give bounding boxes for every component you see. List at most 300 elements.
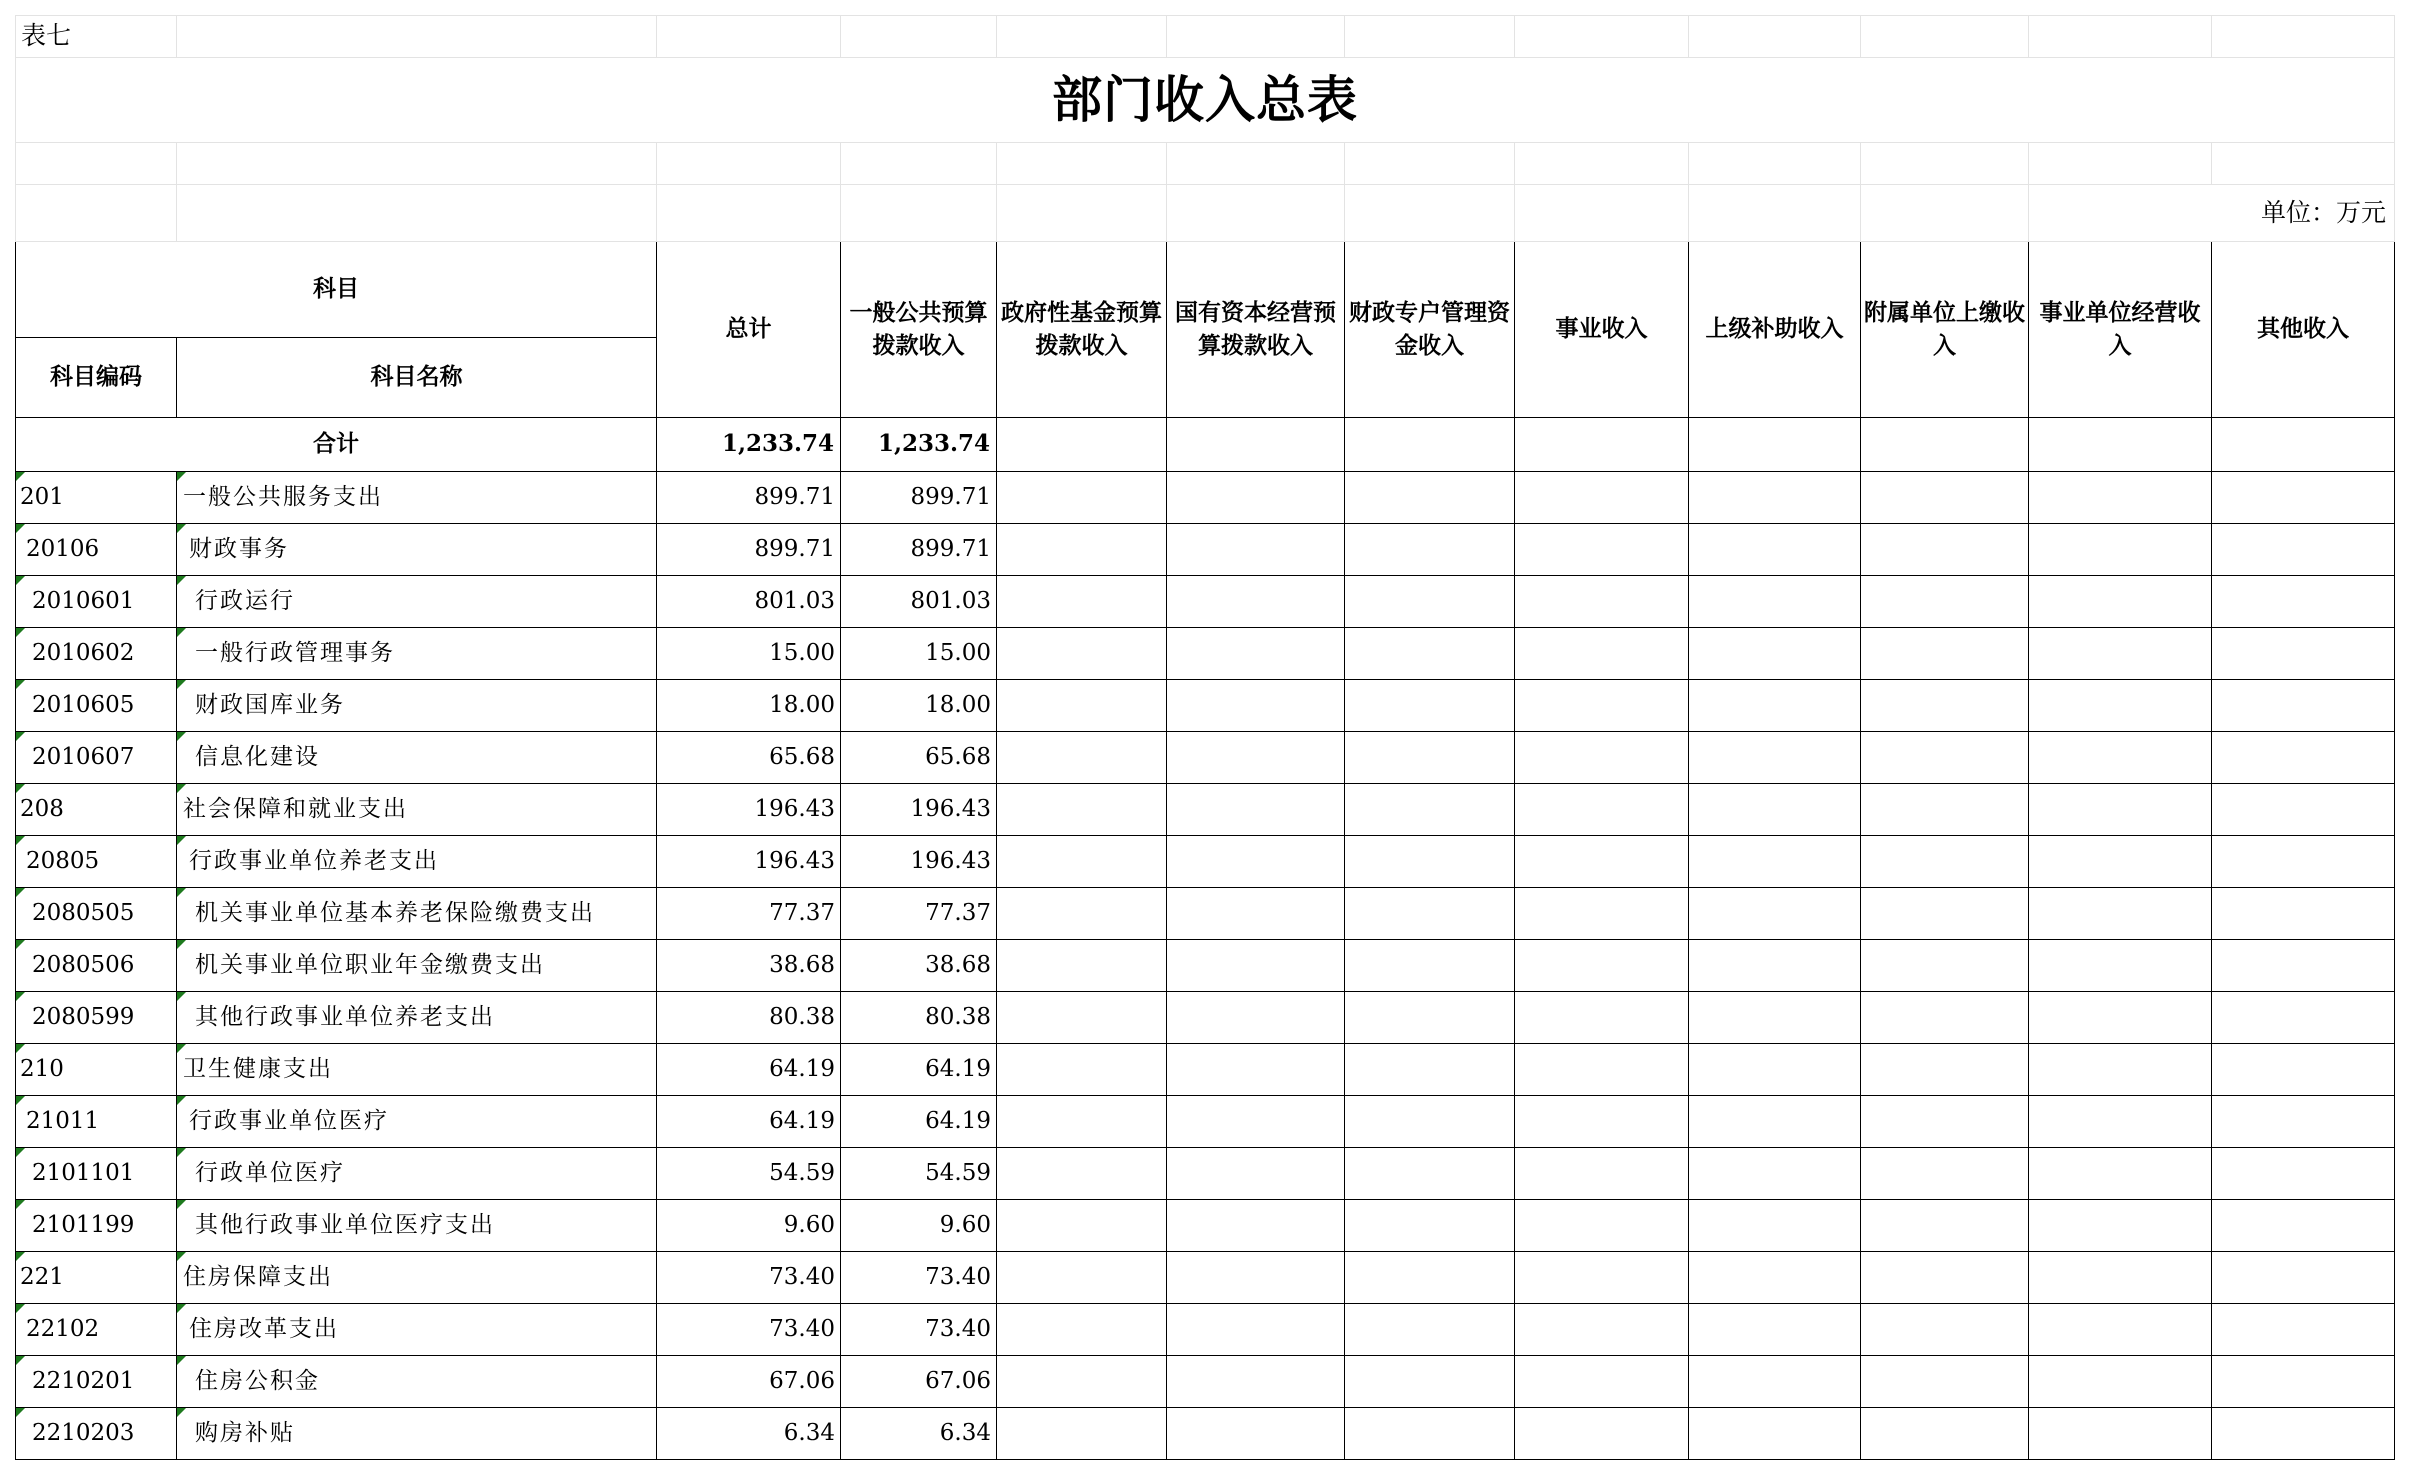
header-general-budget[interactable]: 一般公共预算拨款收入 <box>841 242 997 418</box>
sheet-cell[interactable] <box>1345 16 1515 58</box>
total-cell[interactable]: 73.40 <box>657 1252 841 1304</box>
subject-name-cell[interactable]: 财政事务 <box>177 524 657 576</box>
empty-cell[interactable] <box>1167 940 1345 992</box>
empty-cell[interactable] <box>1167 732 1345 784</box>
empty-cell[interactable] <box>2029 784 2212 836</box>
subject-code-cell[interactable]: 2010601 <box>16 576 177 628</box>
sheet-cell[interactable] <box>997 418 1167 472</box>
empty-cell[interactable] <box>2029 680 2212 732</box>
empty-cell[interactable] <box>1345 1044 1515 1096</box>
header-other-income[interactable]: 其他收入 <box>2212 242 2395 418</box>
empty-cell[interactable] <box>1689 940 1861 992</box>
header-affiliated-unit[interactable]: 附属单位上缴收入 <box>1861 242 2029 418</box>
total-cell[interactable]: 64.19 <box>657 1044 841 1096</box>
sheet-label-cell[interactable]: 表七 <box>16 16 177 58</box>
empty-cell[interactable] <box>1515 472 1689 524</box>
empty-cell[interactable] <box>1167 1408 1345 1460</box>
empty-cell[interactable] <box>997 1408 1167 1460</box>
total-row-label[interactable]: 合计 <box>16 418 657 472</box>
empty-cell[interactable] <box>997 1304 1167 1356</box>
sheet-cell[interactable] <box>1689 16 1861 58</box>
general-budget-cell[interactable]: 15.00 <box>841 628 997 680</box>
sheet-cell[interactable] <box>997 16 1167 58</box>
subject-name-cell[interactable]: 行政运行 <box>177 576 657 628</box>
empty-cell[interactable] <box>1861 1356 2029 1408</box>
page-title[interactable]: 部门收入总表 <box>16 58 2395 143</box>
table-row <box>16 1200 2395 1252</box>
general-budget-cell[interactable]: 73.40 <box>841 1252 997 1304</box>
sheet-cell[interactable] <box>16 185 177 242</box>
subject-code-cell[interactable]: 2080506 <box>16 940 177 992</box>
general-budget-cell[interactable]: 899.71 <box>841 524 997 576</box>
sheet-cell[interactable] <box>1345 143 1515 185</box>
table-row <box>16 680 2395 732</box>
header-subject-code[interactable]: 科目编码 <box>16 338 177 418</box>
empty-cell[interactable] <box>1861 1148 2029 1200</box>
table-row <box>16 888 2395 940</box>
sheet-cell[interactable] <box>841 143 997 185</box>
subject-code-cell[interactable]: 2210203 <box>16 1408 177 1460</box>
empty-cell[interactable] <box>2212 1408 2395 1460</box>
subject-name-cell[interactable]: 行政事业单位医疗 <box>177 1096 657 1148</box>
unit-label[interactable]: 单位：万元 <box>2029 185 2395 242</box>
subject-name-cell[interactable]: 其他行政事业单位医疗支出 <box>177 1200 657 1252</box>
empty-cell[interactable] <box>1861 992 2029 1044</box>
header-gov-fund[interactable]: 政府性基金预算拨款收入 <box>997 242 1167 418</box>
header-fiscal-special[interactable]: 财政专户管理资金收入 <box>1345 242 1515 418</box>
empty-cell[interactable] <box>2212 784 2395 836</box>
empty-cell[interactable] <box>1861 472 2029 524</box>
empty-cell[interactable] <box>2212 1148 2395 1200</box>
empty-cell[interactable] <box>997 576 1167 628</box>
general-budget-cell[interactable]: 6.34 <box>841 1408 997 1460</box>
sheet-cell[interactable] <box>841 185 997 242</box>
general-budget-cell[interactable]: 54.59 <box>841 1148 997 1200</box>
empty-cell[interactable] <box>1345 576 1515 628</box>
subject-code-cell[interactable]: 20106 <box>16 524 177 576</box>
empty-cell[interactable] <box>2029 732 2212 784</box>
empty-cell[interactable] <box>1689 472 1861 524</box>
empty-cell[interactable] <box>1345 784 1515 836</box>
total-cell[interactable]: 73.40 <box>657 1304 841 1356</box>
empty-cell[interactable] <box>1689 1252 1861 1304</box>
empty-cell[interactable] <box>1167 1096 1345 1148</box>
empty-cell[interactable] <box>1861 836 2029 888</box>
subject-code-cell[interactable]: 2101199 <box>16 1200 177 1252</box>
subject-name-cell[interactable]: 信息化建设 <box>177 732 657 784</box>
empty-cell[interactable] <box>1689 784 1861 836</box>
empty-cell[interactable] <box>1515 888 1689 940</box>
empty-cell[interactable] <box>997 628 1167 680</box>
sheet-cell[interactable] <box>657 185 841 242</box>
sheet-cell[interactable] <box>1515 418 1689 472</box>
sheet-cell[interactable] <box>841 16 997 58</box>
sheet-cell[interactable] <box>16 143 177 185</box>
empty-cell[interactable] <box>1345 1408 1515 1460</box>
total-row-total[interactable]: 1,233.74 <box>657 418 841 472</box>
empty-cell[interactable] <box>1345 732 1515 784</box>
general-budget-cell[interactable]: 196.43 <box>841 784 997 836</box>
header-business-income[interactable]: 事业收入 <box>1515 242 1689 418</box>
sheet-cell[interactable] <box>1345 185 1515 242</box>
sheet-cell[interactable] <box>1167 16 1345 58</box>
empty-cell[interactable] <box>2029 1200 2212 1252</box>
subject-code-cell[interactable]: 2010607 <box>16 732 177 784</box>
header-subject-name[interactable]: 科目名称 <box>177 338 657 418</box>
empty-cell[interactable] <box>2212 524 2395 576</box>
sheet-cell[interactable] <box>1167 143 1345 185</box>
sheet-cell[interactable] <box>1861 418 2029 472</box>
general-budget-cell[interactable]: 64.19 <box>841 1044 997 1096</box>
header-total[interactable]: 总计 <box>657 242 841 418</box>
header-subject[interactable]: 科目 <box>16 242 657 338</box>
header-operating-income[interactable]: 事业单位经营收入 <box>2029 242 2212 418</box>
empty-cell[interactable] <box>1515 628 1689 680</box>
empty-cell[interactable] <box>1345 628 1515 680</box>
empty-cell[interactable] <box>1861 576 2029 628</box>
sheet-cell[interactable] <box>2212 418 2395 472</box>
table-row <box>16 1304 2395 1356</box>
empty-cell[interactable] <box>1689 1096 1861 1148</box>
empty-cell[interactable] <box>1861 680 2029 732</box>
subject-name-cell[interactable]: 其他行政事业单位养老支出 <box>177 992 657 1044</box>
empty-cell[interactable] <box>1345 1356 1515 1408</box>
empty-cell[interactable] <box>2212 1252 2395 1304</box>
empty-cell[interactable] <box>1345 680 1515 732</box>
empty-cell[interactable] <box>2212 888 2395 940</box>
empty-cell[interactable] <box>1167 992 1345 1044</box>
sheet-cell[interactable] <box>997 143 1167 185</box>
empty-cell[interactable] <box>997 1044 1167 1096</box>
total-cell[interactable]: 196.43 <box>657 836 841 888</box>
sheet-cell[interactable] <box>1861 185 2029 242</box>
empty-cell[interactable] <box>997 784 1167 836</box>
empty-cell[interactable] <box>1167 680 1345 732</box>
empty-cell[interactable] <box>1345 1148 1515 1200</box>
empty-cell[interactable] <box>1861 1304 2029 1356</box>
empty-cell[interactable] <box>1345 1200 1515 1252</box>
empty-cell[interactable] <box>1689 628 1861 680</box>
empty-cell[interactable] <box>1689 1356 1861 1408</box>
table-row <box>16 940 2395 992</box>
subject-code-cell[interactable]: 210 <box>16 1044 177 1096</box>
subject-name-cell[interactable]: 行政事业单位养老支出 <box>177 836 657 888</box>
empty-cell[interactable] <box>2029 1252 2212 1304</box>
empty-cell[interactable] <box>997 472 1167 524</box>
sheet-cell[interactable] <box>1689 418 1861 472</box>
empty-cell[interactable] <box>997 992 1167 1044</box>
general-budget-cell[interactable]: 9.60 <box>841 1200 997 1252</box>
total-cell[interactable]: 15.00 <box>657 628 841 680</box>
total-cell[interactable]: 54.59 <box>657 1148 841 1200</box>
empty-cell[interactable] <box>1515 1096 1689 1148</box>
empty-cell[interactable] <box>1515 940 1689 992</box>
empty-cell[interactable] <box>997 1200 1167 1252</box>
empty-cell[interactable] <box>1345 1304 1515 1356</box>
empty-cell[interactable] <box>2212 1096 2395 1148</box>
empty-cell[interactable] <box>2029 1408 2212 1460</box>
empty-cell[interactable] <box>2212 680 2395 732</box>
subject-code-cell[interactable]: 208 <box>16 784 177 836</box>
general-budget-cell[interactable]: 73.40 <box>841 1304 997 1356</box>
total-cell[interactable]: 801.03 <box>657 576 841 628</box>
empty-cell[interactable] <box>1689 1304 1861 1356</box>
empty-cell[interactable] <box>2029 1148 2212 1200</box>
empty-cell[interactable] <box>2029 628 2212 680</box>
subject-code-cell[interactable]: 21011 <box>16 1096 177 1148</box>
sheet-cell[interactable] <box>1167 185 1345 242</box>
total-cell[interactable]: 6.34 <box>657 1408 841 1460</box>
empty-cell[interactable] <box>997 1096 1167 1148</box>
empty-cell[interactable] <box>1689 1200 1861 1252</box>
empty-cell[interactable] <box>1689 1408 1861 1460</box>
sheet-cell[interactable] <box>997 185 1167 242</box>
table-row <box>16 628 2395 680</box>
empty-cell[interactable] <box>1167 1356 1345 1408</box>
empty-cell[interactable] <box>1689 524 1861 576</box>
empty-cell[interactable] <box>1515 1252 1689 1304</box>
subject-name-cell[interactable]: 购房补贴 <box>177 1408 657 1460</box>
general-budget-cell[interactable]: 801.03 <box>841 576 997 628</box>
empty-cell[interactable] <box>1689 992 1861 1044</box>
empty-cell[interactable] <box>2212 1304 2395 1356</box>
empty-cell[interactable] <box>1167 576 1345 628</box>
empty-cell[interactable] <box>1861 1096 2029 1148</box>
subject-code-cell[interactable]: 2080599 <box>16 992 177 1044</box>
empty-cell[interactable] <box>1345 524 1515 576</box>
sheet-cell[interactable] <box>2212 16 2395 58</box>
empty-cell[interactable] <box>2212 732 2395 784</box>
empty-cell[interactable] <box>1345 472 1515 524</box>
empty-cell[interactable] <box>1689 1148 1861 1200</box>
total-cell[interactable]: 77.37 <box>657 888 841 940</box>
empty-cell[interactable] <box>1515 1044 1689 1096</box>
subject-code-cell[interactable]: 2080505 <box>16 888 177 940</box>
empty-cell[interactable] <box>997 1148 1167 1200</box>
subject-name-cell[interactable]: 一般行政管理事务 <box>177 628 657 680</box>
subject-code-cell[interactable]: 2010602 <box>16 628 177 680</box>
general-budget-cell[interactable]: 64.19 <box>841 1096 997 1148</box>
subject-name-cell[interactable]: 行政单位医疗 <box>177 1148 657 1200</box>
empty-cell[interactable] <box>997 836 1167 888</box>
sheet-cell[interactable] <box>1689 143 1861 185</box>
empty-cell[interactable] <box>1861 888 2029 940</box>
table-row <box>16 784 2395 836</box>
empty-cell[interactable] <box>1861 628 2029 680</box>
subject-code-cell[interactable]: 201 <box>16 472 177 524</box>
empty-cell[interactable] <box>1689 836 1861 888</box>
sheet-cell[interactable] <box>177 143 657 185</box>
total-cell[interactable]: 80.38 <box>657 992 841 1044</box>
sheet-cell[interactable] <box>657 16 841 58</box>
subject-name-cell[interactable]: 社会保障和就业支出 <box>177 784 657 836</box>
empty-cell[interactable] <box>1861 732 2029 784</box>
sheet-cell[interactable] <box>1515 185 1689 242</box>
empty-cell[interactable] <box>2029 992 2212 1044</box>
subject-code-cell[interactable]: 2210201 <box>16 1356 177 1408</box>
subject-code-cell[interactable]: 2101101 <box>16 1148 177 1200</box>
total-cell[interactable]: 196.43 <box>657 784 841 836</box>
sheet-cell[interactable] <box>1345 418 1515 472</box>
sheet-cell[interactable] <box>2029 418 2212 472</box>
table-row <box>16 576 2395 628</box>
empty-cell[interactable] <box>1515 784 1689 836</box>
sheet-cell[interactable] <box>177 185 657 242</box>
empty-cell[interactable] <box>1861 1252 2029 1304</box>
empty-cell[interactable] <box>2029 1044 2212 1096</box>
empty-cell[interactable] <box>1345 992 1515 1044</box>
general-budget-cell[interactable]: 899.71 <box>841 472 997 524</box>
general-budget-cell[interactable]: 196.43 <box>841 836 997 888</box>
empty-cell[interactable] <box>1167 472 1345 524</box>
general-budget-cell[interactable]: 65.68 <box>841 732 997 784</box>
general-budget-cell[interactable]: 18.00 <box>841 680 997 732</box>
empty-cell[interactable] <box>2029 1356 2212 1408</box>
empty-cell[interactable] <box>1167 836 1345 888</box>
total-cell[interactable]: 67.06 <box>657 1356 841 1408</box>
sheet-cell[interactable] <box>657 143 841 185</box>
empty-cell[interactable] <box>1167 1304 1345 1356</box>
subject-code-cell[interactable]: 22102 <box>16 1304 177 1356</box>
empty-cell[interactable] <box>1345 940 1515 992</box>
sheet-cell[interactable] <box>2212 143 2395 185</box>
empty-cell[interactable] <box>2212 628 2395 680</box>
total-cell[interactable]: 18.00 <box>657 680 841 732</box>
total-cell[interactable]: 38.68 <box>657 940 841 992</box>
empty-cell[interactable] <box>2029 524 2212 576</box>
sheet-cell[interactable] <box>1515 16 1689 58</box>
total-cell[interactable]: 65.68 <box>657 732 841 784</box>
empty-cell[interactable] <box>1167 1200 1345 1252</box>
empty-cell[interactable] <box>1515 732 1689 784</box>
empty-cell[interactable] <box>1861 1408 2029 1460</box>
empty-cell[interactable] <box>2212 1356 2395 1408</box>
empty-cell[interactable] <box>2029 576 2212 628</box>
table-row <box>16 1148 2395 1200</box>
empty-cell[interactable] <box>1167 1252 1345 1304</box>
sheet-cell[interactable] <box>2029 143 2212 185</box>
empty-cell[interactable] <box>1861 940 2029 992</box>
total-cell[interactable]: 64.19 <box>657 1096 841 1148</box>
empty-cell[interactable] <box>1167 524 1345 576</box>
empty-cell[interactable] <box>1167 628 1345 680</box>
subject-name-cell[interactable]: 财政国库业务 <box>177 680 657 732</box>
empty-cell[interactable] <box>1689 680 1861 732</box>
subject-name-cell[interactable]: 住房保障支出 <box>177 1252 657 1304</box>
empty-cell[interactable] <box>1345 888 1515 940</box>
empty-cell[interactable] <box>1515 1356 1689 1408</box>
empty-cell[interactable] <box>2212 836 2395 888</box>
subject-name-cell[interactable]: 一般公共服务支出 <box>177 472 657 524</box>
empty-cell[interactable] <box>1167 784 1345 836</box>
empty-cell[interactable] <box>2212 1200 2395 1252</box>
sheet-cell[interactable] <box>1861 143 2029 185</box>
empty-cell[interactable] <box>1515 1200 1689 1252</box>
empty-cell[interactable] <box>2029 1096 2212 1148</box>
subject-code-cell[interactable]: 2010605 <box>16 680 177 732</box>
empty-cell[interactable] <box>2212 472 2395 524</box>
empty-cell[interactable] <box>1515 992 1689 1044</box>
subject-name-cell[interactable]: 卫生健康支出 <box>177 1044 657 1096</box>
empty-cell[interactable] <box>1167 1148 1345 1200</box>
empty-cell[interactable] <box>1689 1044 1861 1096</box>
empty-cell[interactable] <box>2029 940 2212 992</box>
header-state-capital[interactable]: 国有资本经营预算拨款收入 <box>1167 242 1345 418</box>
empty-cell[interactable] <box>1515 680 1689 732</box>
empty-cell[interactable] <box>1345 1096 1515 1148</box>
empty-cell[interactable] <box>1861 1044 2029 1096</box>
total-row-general[interactable]: 1,233.74 <box>841 418 997 472</box>
empty-cell[interactable] <box>997 524 1167 576</box>
empty-cell[interactable] <box>2212 576 2395 628</box>
subject-name-cell[interactable]: 住房改革支出 <box>177 1304 657 1356</box>
empty-cell[interactable] <box>1689 888 1861 940</box>
empty-cell[interactable] <box>1515 1148 1689 1200</box>
empty-cell[interactable] <box>997 940 1167 992</box>
empty-cell[interactable] <box>997 1356 1167 1408</box>
empty-cell[interactable] <box>1167 1044 1345 1096</box>
subject-code-cell[interactable]: 20805 <box>16 836 177 888</box>
empty-cell[interactable] <box>1861 784 2029 836</box>
total-cell[interactable]: 9.60 <box>657 1200 841 1252</box>
total-cell[interactable]: 899.71 <box>657 472 841 524</box>
sheet-cell[interactable] <box>1689 185 1861 242</box>
subject-name-cell[interactable]: 机关事业单位基本养老保险缴费支出 <box>177 888 657 940</box>
subject-code-cell[interactable]: 221 <box>16 1252 177 1304</box>
general-budget-cell[interactable]: 77.37 <box>841 888 997 940</box>
empty-cell[interactable] <box>1515 1408 1689 1460</box>
empty-cell[interactable] <box>1515 836 1689 888</box>
empty-cell[interactable] <box>997 680 1167 732</box>
empty-cell[interactable] <box>997 888 1167 940</box>
empty-cell[interactable] <box>2029 836 2212 888</box>
empty-cell[interactable] <box>1515 524 1689 576</box>
general-budget-cell[interactable]: 38.68 <box>841 940 997 992</box>
empty-cell[interactable] <box>1515 576 1689 628</box>
empty-cell[interactable] <box>1345 1252 1515 1304</box>
sheet-cell[interactable] <box>1515 143 1689 185</box>
empty-cell[interactable] <box>2029 472 2212 524</box>
sheet-cell[interactable] <box>1861 16 2029 58</box>
empty-cell[interactable] <box>997 1252 1167 1304</box>
subject-name-cell[interactable]: 机关事业单位职业年金缴费支出 <box>177 940 657 992</box>
empty-cell[interactable] <box>1689 576 1861 628</box>
empty-cell[interactable] <box>1861 1200 2029 1252</box>
sheet-cell[interactable] <box>177 16 657 58</box>
total-cell[interactable]: 899.71 <box>657 524 841 576</box>
empty-cell[interactable] <box>2029 888 2212 940</box>
sheet-cell[interactable] <box>2029 16 2212 58</box>
income-summary-table <box>15 15 2395 1460</box>
general-budget-cell[interactable]: 67.06 <box>841 1356 997 1408</box>
empty-cell[interactable] <box>2029 1304 2212 1356</box>
sheet-cell[interactable] <box>1167 418 1345 472</box>
general-budget-cell[interactable]: 80.38 <box>841 992 997 1044</box>
empty-cell[interactable] <box>2212 1044 2395 1096</box>
empty-cell[interactable] <box>2212 992 2395 1044</box>
table-row <box>16 472 2395 524</box>
empty-cell[interactable] <box>1861 524 2029 576</box>
empty-cell[interactable] <box>1345 836 1515 888</box>
empty-cell[interactable] <box>2212 940 2395 992</box>
empty-cell[interactable] <box>1515 1304 1689 1356</box>
header-superior-subsidy[interactable]: 上级补助收入 <box>1689 242 1861 418</box>
table-row <box>16 524 2395 576</box>
empty-cell[interactable] <box>1167 888 1345 940</box>
empty-cell[interactable] <box>1689 732 1861 784</box>
subject-name-cell[interactable]: 住房公积金 <box>177 1356 657 1408</box>
empty-cell[interactable] <box>997 732 1167 784</box>
